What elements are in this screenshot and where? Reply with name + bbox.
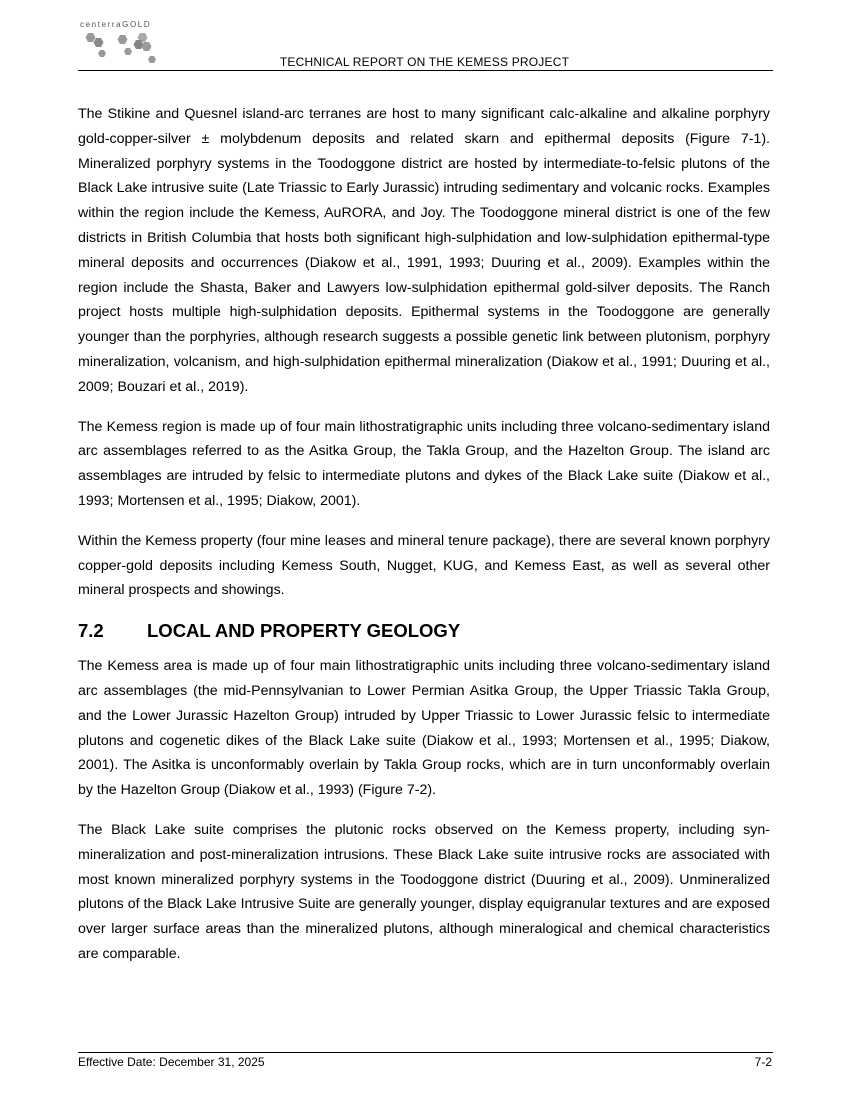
header-divider xyxy=(78,70,773,71)
body-paragraph-5: The Black Lake suite comprises the plutonic rocks observed on the Kemess property, including syn-mineralization and post-mineralization intrusions. These Black Lake suite intrusive rocks are associated with most known mineralized porphyry systems in the Toodoggone district (Duuring et al., 2009). Unmineralized plutons of the Black Lake Intrusive Suite are generally younger, display equigranular textures and are exposed over larger surface areas than the mineralized plutons, although mineralogical and chemical characteristics are comparable. xyxy=(78,821,770,962)
body-paragraph-2: The Kemess region is made up of four main lithostratigraphic units including three volcano-sedimentary island arc assemblages referred to as the Asitka Group, the Takla Group, and the Hazelton Group. The island arc assemblages are intruded by felsic to intermediate plutons and dykes of the Black Lake suite (Diakow et al., 1993; Mortensen et al., 1995; Diakow, 2001). xyxy=(78,418,770,509)
report-body xyxy=(78,102,770,982)
section-number: 7.2 xyxy=(78,620,104,642)
body-paragraph-4: The Kemess area is made up of four main lithostratigraphic units including three volcano-sedimentary island arc assemblages (the mid-Pennsylvanian to Lower Permian Asitka Group, the Upper Triassic Takla Group, and the Lower Jurassic Hazelton Group) intruded by Upper Triassic to Lower Jurassic felsic to intermediate plutons and cogenetic dikes of the Black Lake suite (Diakow et al., 1993; Mortensen et al., 1995; Diakow, 2001). The Asitka is unconformably overlain by Takla Group rocks, which are in turn unconformably overlain by the Hazelton Group (Diakow et al., 1993) (Figure 7-2). xyxy=(78,658,770,799)
page-footer xyxy=(78,1055,772,1069)
report-header-title: TECHNICAL REPORT ON THE KEMESS PROJECT xyxy=(279,55,570,69)
logo-wordmark: centerraGOLD xyxy=(80,20,152,29)
page-number: 7-2 xyxy=(754,1055,772,1069)
body-paragraph-3: Within the Kemess property (four mine leases and mineral tenure package), there are several known porphyry copper-gold deposits including Kemess South, Nugget, KUG, and Kemess East, as well as several other mineral prospects and showings. xyxy=(78,532,770,599)
footer-divider xyxy=(78,1052,773,1053)
section-title: LOCAL AND PROPERTY GEOLOGY xyxy=(147,620,461,642)
effective-date: Effective Date: December 31, 2025 xyxy=(78,1055,265,1069)
body-paragraph-1: The Stikine and Quesnel island-arc terranes are host to many significant calc-alkaline and alkaline porphyry gold-copper-silver ± molybdenum deposits and related skarn and epithermal deposits (Figure 7-1). Mineralized porphyry systems in the Toodoggone district are hosted by intermediate-to-felsic plutons of the Black Lake intrusive suite (Late Triassic to Early Jurassic) intruding sedimentary and volcanic rocks. Examples within the region include the Kemess, AuRORA, and Joy. The Toodoggone mineral district is one of the few districts in British Columbia that hosts both significant high-sulphidation and low-sulphidation epithermal-type mineral deposits and occurrences (Diakow et al., 1991, 1993; Duuring et al., 2009). Examples within the region include the Shasta, Baker and Lawyers low-sulphidation epithermal gold-silver deposits. The Ranch project hosts multiple high-sulphidation deposits. Epithermal systems in the Toodoggone are generally younger than the porphyries, although research suggests a possible genetic link between plutonism, porphyry mineralization, volcanism, and high-sulphidation epithermal mineralization (Diakow et al., 1991; Duuring et al., 2009; Bouzari et al., 2019). xyxy=(78,106,770,395)
section-heading xyxy=(78,618,770,644)
